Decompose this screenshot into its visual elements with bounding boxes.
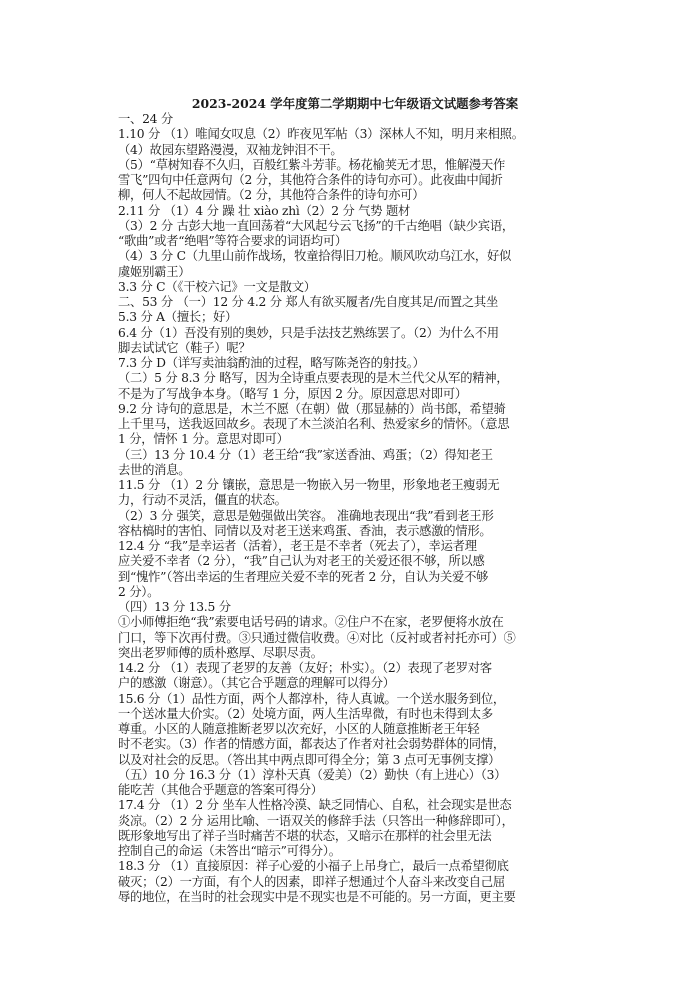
text-line: 15.6 分（1）品性方面，两个人都淳朴，待人真诚。一个送水服务到位， [118,691,505,706]
text-line: 以及对社会的反思。（答出其中两点即可得全分；第 3 点可无事例支撑） [118,752,501,767]
text-line: （3）2 分 古彭大地一直回荡着“大风起兮云飞扬”的千古绝唱（缺少宾语， [118,218,514,233]
text-line: 控制自己的命运（未答出“暗示”可得分）。 [118,844,341,858]
text-line: 18.3 分 （1）直接原因：祥子心爱的小福子上吊身亡，最后一点希望彻底 [118,859,509,874]
text-line: （4）3 分 C（九里山前作战场，牧童拾得旧刀枪。顺风吹动乌江水，好似 [118,249,512,264]
text-line: 炎凉。（2）2 分 运用比喻、一语双关的修辞手法（只答出一种修辞即可）， [118,813,514,828]
answer-key-document [118,96,592,905]
text-line: 9.2 分 诗句的意思是，木兰不愿（在朝）做（那显赫的）尚书郎，希望骑 [118,401,506,416]
text-line: 去世的消息。 [118,462,191,477]
text-line: 门口，等下次再付费。③只通过微信收费。④对比（反衬或者衬托亦可）⑤ [118,630,516,645]
text-line: 2.11 分 （1）4 分 躁 壮 xiào zhì（2）2 分 气势 题材 [118,203,411,218]
text-line: （五）10 分 16.3 分（1）淳朴天真（爱美）（2）勤快（有上进心）（3） [118,767,507,782]
text-line: （5）“草树知春不久归，百般红紫斗芳菲。杨花榆荚无才思，惟解漫天作 [118,157,506,172]
text-line: （2）3 分 强笑，意思是勉强做出笑容。 准确地表现出“我”看到老王形 [118,508,494,523]
text-line: （二）5 分 8.3 分 略写，因为全诗重点要表现的是木兰代父从军的精神， [118,371,509,386]
text-line: 力，行动不灵活，僵直的状态。 [118,493,287,508]
text-line: “歌曲”或者“绝唱”等符合要求的词语均可） [118,234,347,248]
text-line: 到“愧怍”（答出幸运的生者理应关爱不幸的死者 2 分，自认为关爱不够 [118,569,489,584]
text-line: 14.2 分 （1）表现了老罗的友善（友好；朴实）。（2）表现了老罗对客 [118,661,492,675]
text-line: 2 分）。 [118,584,160,599]
text-line: 时不老实。（3）作者的情感方面，都表达了作者对社会弱势群体的同情， [118,737,505,752]
text-line: 17.4 分 （1）2 分 坐车人性格冷漠、缺乏同情心、自私，社会现实是世态 [118,798,512,813]
text-line: 7.3 分 D（详写卖油翁酌油的过程，略写陈尧咨的射技。） [118,356,425,370]
text-line: 脚去试试它（鞋子）呢？ [118,340,251,355]
text-line: 6.4 分（1）吾没有别的奥妙，只是手法技艺熟练罢了。（2）为什么不用 [118,325,499,340]
text-line: 上千里马，送我返回故乡。表现了木兰淡泊名利、热爱家乡的情怀。（意思 [118,417,510,431]
document-title: 2023-2024 学年度第二学期期中七年级语文试题参考答案 [191,96,519,111]
text-line: 一、24 分 [118,112,173,126]
text-line: 户的感激（谢意）。（其它合乎题意的理解可以得分） [118,676,395,691]
text-line: 12.4 分 “我”是幸运者（活着），老王是不幸者（死去了），幸运者理 [118,539,477,553]
text-line: ①小师傅拒绝“我”索要电话号码的请求。②住户不在家，老罗便将水放在 [118,615,504,630]
text-line: 5.3 分 A（擅长；好） [118,310,238,325]
text-line: 尊重。小区的人随意推断老罗以次充好，小区的人随意推断老王年轻 [118,722,480,736]
text-line: 辱的地位，在当时的社会现实中是不现实也是不可能的。另一方面，更主要 [118,889,516,904]
text-line: 能吃苦（其他合乎题意的答案可得分） [118,783,323,797]
text-line: 既形象地写出了祥子当时痛苦不堪的状态，又暗示在那样的社会里无法 [118,828,492,843]
document-body [118,112,592,905]
text-line: 11.5 分 （1）2 分 镶嵌，意思是一物嵌入另一物里，形象地老王瘦弱无 [118,478,500,492]
text-line: 二、53 分 （一）12 分 4.2 分 郑人有欲买履者/先自度其足/而置之其坐 [118,295,499,309]
text-line: 破灭；（2）一方面，有个人的因素，即祥子想通过个人奋斗来改变自己屈 [118,874,505,889]
text-line: 一个送冰量大价实。（2）处境方面，两人生活卑微，有时也未得到太多 [118,706,493,721]
text-line: 柳，何人不起故园情。（2 分，其他符合条件的诗句亦可） [118,188,425,203]
text-line: 突出老罗师傅的质朴憨厚、尽职尽责。 [118,645,323,660]
text-line: （四）13 分 13.5 分 [118,600,231,614]
text-line: 雪飞”四句中任意两句（2 分，其他符合条件的诗句亦可）。此夜曲中闻折 [118,173,503,187]
text-line: 1.10 分 （1）唯闻女叹息（2）昨夜见军帖（3）深林人不知，明月来相照。 [118,127,524,142]
text-line: 1 分，情怀 1 分。意思对即可） [118,432,289,447]
text-line: 虞姬别霸王） [118,264,191,279]
text-line: 容枯槁时的害怕、同情以及对老王送来鸡蛋、香油，表示感激的情形。 [118,523,492,538]
text-line: 不是为了写战争本身。（略写 1 分，原因 2 分。原因意思对即可） [118,386,467,401]
text-line: 应关爱不幸者（2 分），“我”自己认为对老王的关爱还很不够，所以感 [118,554,485,569]
text-line: （4）故园东望路漫漫，双袖龙钟泪不干。 [118,142,343,157]
text-line: （三）13 分 10.4 分（1）老王给“我”家送香油、鸡蛋；（2）得知老王 [118,447,493,462]
text-line: 3.3 分 C（《干校六记》一文是散文） [118,279,316,294]
